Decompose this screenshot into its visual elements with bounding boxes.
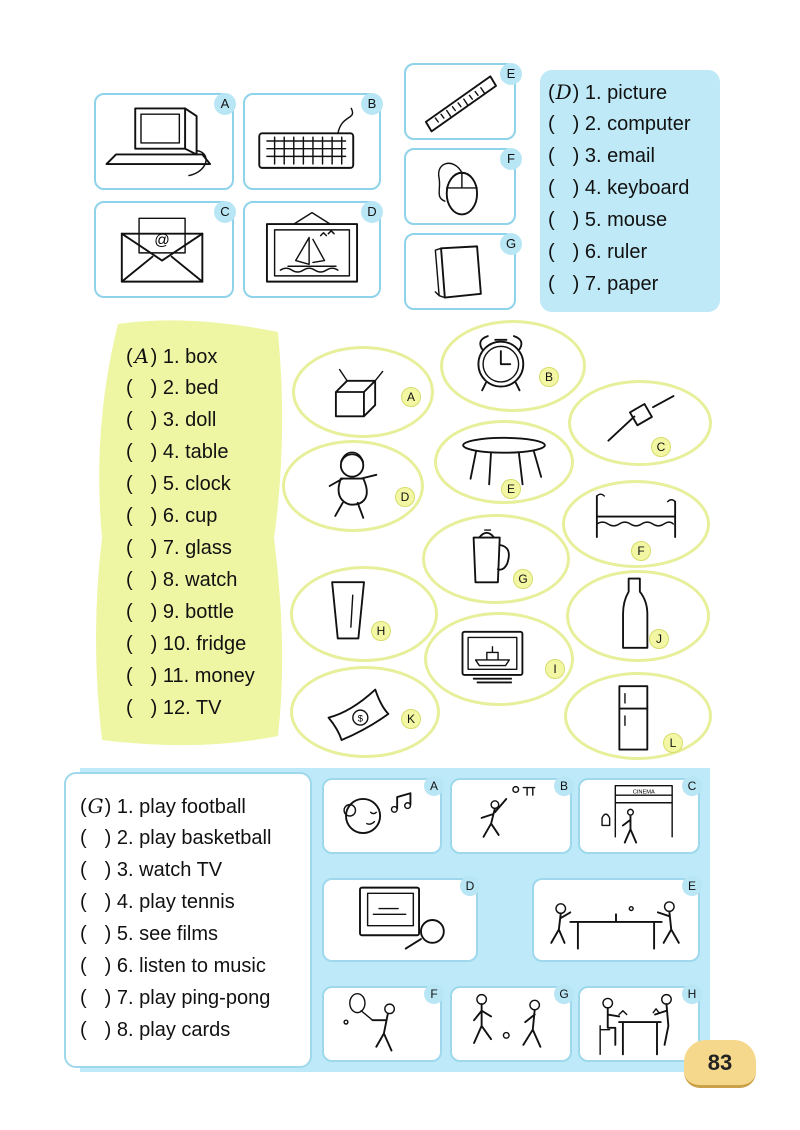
mouse-icon [406, 150, 514, 223]
svg-text:@: @ [154, 232, 170, 250]
picture-card-picture [243, 201, 381, 298]
oval-box [292, 346, 434, 438]
item-text: ) 7. play ping-pong [104, 987, 271, 1009]
label-c: C [651, 437, 671, 457]
list-item: ( ) 12. TV [126, 697, 222, 719]
picture-card-email [94, 201, 234, 298]
card-players-icon [580, 988, 698, 1060]
svg-text:$: $ [357, 713, 363, 724]
ping-pong-players-icon [534, 880, 698, 960]
list-item: ( ) 9. bottle [126, 601, 235, 623]
label-f: F [631, 541, 651, 561]
item-text: ) 1. picture [572, 82, 668, 104]
label-j: J [649, 629, 669, 649]
item-text: ) 5. see films [104, 923, 219, 945]
scene-basketball [450, 778, 572, 854]
keyboard-icon [245, 95, 379, 188]
label-f: F [500, 148, 522, 170]
scene-ping-pong [532, 878, 700, 962]
envelope-icon [96, 203, 232, 296]
item-text: ) 9. bottle [150, 601, 235, 623]
item-text: ) 5. mouse [572, 209, 668, 231]
page-number: 83 [707, 1050, 733, 1075]
label-c: C [214, 201, 236, 223]
scene-listen-music [322, 778, 442, 854]
label-g: G [500, 233, 522, 255]
list-item: (D) 1. picture [548, 76, 691, 108]
oval-bed [562, 480, 710, 568]
oval-clock [440, 320, 586, 412]
list-item: ( ) 6. listen to music [80, 955, 266, 977]
oval-doll [282, 440, 424, 532]
item-text: ) 2. bed [150, 377, 219, 399]
watching-tv-icon [324, 880, 476, 960]
scene-tennis [322, 986, 442, 1062]
label-a: A [401, 387, 421, 407]
item-text: ) 4. play tennis [104, 891, 235, 913]
basketball-player-icon [452, 780, 570, 852]
ruler-icon [406, 65, 514, 138]
label-l: L [663, 733, 683, 753]
doll-icon [285, 443, 421, 529]
alarm-clock-icon [443, 323, 583, 409]
label-g: G [513, 569, 533, 589]
list-item: ( ) 2. computer [548, 113, 691, 135]
picture-card-ruler [404, 63, 516, 140]
item-text: ) 6. listen to music [104, 955, 266, 977]
page-number-badge [684, 1040, 756, 1088]
list-item: (A) 1. box [126, 340, 255, 372]
item-text: ) 7. paper [572, 273, 659, 295]
item-text: ) 5. clock [150, 473, 231, 495]
label-b: B [539, 367, 559, 387]
item-text: ) 8. watch [150, 569, 238, 591]
item-text: ) 1. box [150, 346, 218, 368]
list-item: ( ) 7. glass [126, 537, 232, 559]
item-text: ) 3. email [572, 145, 655, 167]
label-k: K [401, 709, 421, 729]
item-text: ) 12. TV [150, 697, 222, 719]
label-h: H [682, 984, 702, 1004]
bottle-icon [569, 573, 707, 659]
listening-music-icon [324, 780, 440, 852]
paper-stack-icon [406, 235, 514, 308]
list-item: ( ) 7. paper [548, 273, 659, 295]
item-text: ) 10. fridge [150, 633, 247, 655]
oval-money [290, 666, 440, 758]
football-players-icon [452, 988, 570, 1060]
list-item: ( ) 10. fridge [126, 633, 247, 655]
list-item: ( ) 4. table [126, 441, 229, 463]
label-h: H [371, 621, 391, 641]
picture-card-mouse [404, 148, 516, 225]
cinema-building-icon [580, 780, 698, 852]
list-item: ( ) 11. money [126, 665, 255, 687]
list-item: (G) 1. play football [80, 790, 271, 822]
label-b: B [554, 776, 574, 796]
item-text: ) 6. cup [150, 505, 218, 527]
picture-card-paper [404, 233, 516, 310]
computer-icon [96, 95, 232, 188]
picture-card-computer [94, 93, 234, 190]
list-item: ( ) 8. watch [126, 569, 238, 591]
cup-icon [425, 517, 567, 601]
item-text: ) 11. money [150, 665, 255, 687]
framed-picture-icon [245, 203, 379, 296]
list-item: ( ) 5. see films [80, 923, 219, 945]
list-item: ( ) 5. clock [126, 473, 231, 495]
scene-watch-tv [322, 878, 478, 962]
oval-glass [290, 566, 438, 662]
list-item: ( ) 3. email [548, 145, 655, 167]
answer-blank[interactable]: A [134, 344, 149, 368]
item-text: ) 8. play cards [104, 1019, 231, 1041]
item-text: ) 2. computer [572, 113, 691, 135]
tennis-player-icon [324, 988, 440, 1060]
fridge-icon [567, 675, 709, 757]
list-item: ( ) 2. play basketball [80, 827, 272, 849]
list-item: ( ) 3. watch TV [80, 859, 223, 881]
list-item: ( ) 6. cup [126, 505, 218, 527]
oval-fridge [564, 672, 712, 760]
item-text: ) 3. doll [150, 409, 217, 431]
answer-blank[interactable]: G [87, 794, 104, 818]
label-d: D [395, 487, 415, 507]
glass-icon [293, 569, 435, 659]
oval-table [434, 420, 574, 504]
list-item: ( ) 6. ruler [548, 241, 648, 263]
oval-cup [422, 514, 570, 604]
item-text: ) 1. play football [104, 796, 246, 818]
word-list-3 [80, 790, 271, 1046]
cinema-sign: CINEMA [632, 789, 655, 796]
label-e: E [501, 479, 521, 499]
label-a: A [424, 776, 444, 796]
item-text: ) 3. watch TV [104, 859, 223, 881]
scene-cards [578, 986, 700, 1062]
label-c: C [682, 776, 702, 796]
label-d: D [460, 876, 480, 896]
item-text: ) 4. keyboard [572, 177, 690, 199]
scene-cinema [578, 778, 700, 854]
label-f: F [424, 984, 444, 1004]
label-e: E [682, 876, 702, 896]
word-list-2 [126, 340, 255, 724]
tv-icon [427, 615, 571, 703]
list-item: ( ) 4. keyboard [548, 177, 690, 199]
label-i: I [545, 659, 565, 679]
label-a: A [214, 93, 236, 115]
word-list-1 [548, 76, 691, 300]
list-item: ( ) 3. doll [126, 409, 217, 431]
item-text: ) 7. glass [150, 537, 232, 559]
scene-football [450, 986, 572, 1062]
label-b: B [361, 93, 383, 115]
list-item: ( ) 2. bed [126, 377, 219, 399]
answer-blank[interactable]: D [555, 80, 572, 104]
list-item: ( ) 7. play ping-pong [80, 987, 271, 1009]
oval-watch [568, 380, 712, 466]
label-d: D [361, 201, 383, 223]
list-item: ( ) 5. mouse [548, 209, 668, 231]
oval-tv [424, 612, 574, 706]
picture-card-keyboard [243, 93, 381, 190]
label-g: G [554, 984, 574, 1004]
label-e: E [500, 63, 522, 85]
item-text: ) 6. ruler [572, 241, 648, 263]
list-item: ( ) 4. play tennis [80, 891, 235, 913]
watch-icon [571, 383, 709, 463]
list-item: ( ) 8. play cards [80, 1019, 231, 1041]
item-text: ) 2. play basketball [104, 827, 272, 849]
item-text: ) 4. table [150, 441, 229, 463]
oval-bottle [566, 570, 710, 662]
